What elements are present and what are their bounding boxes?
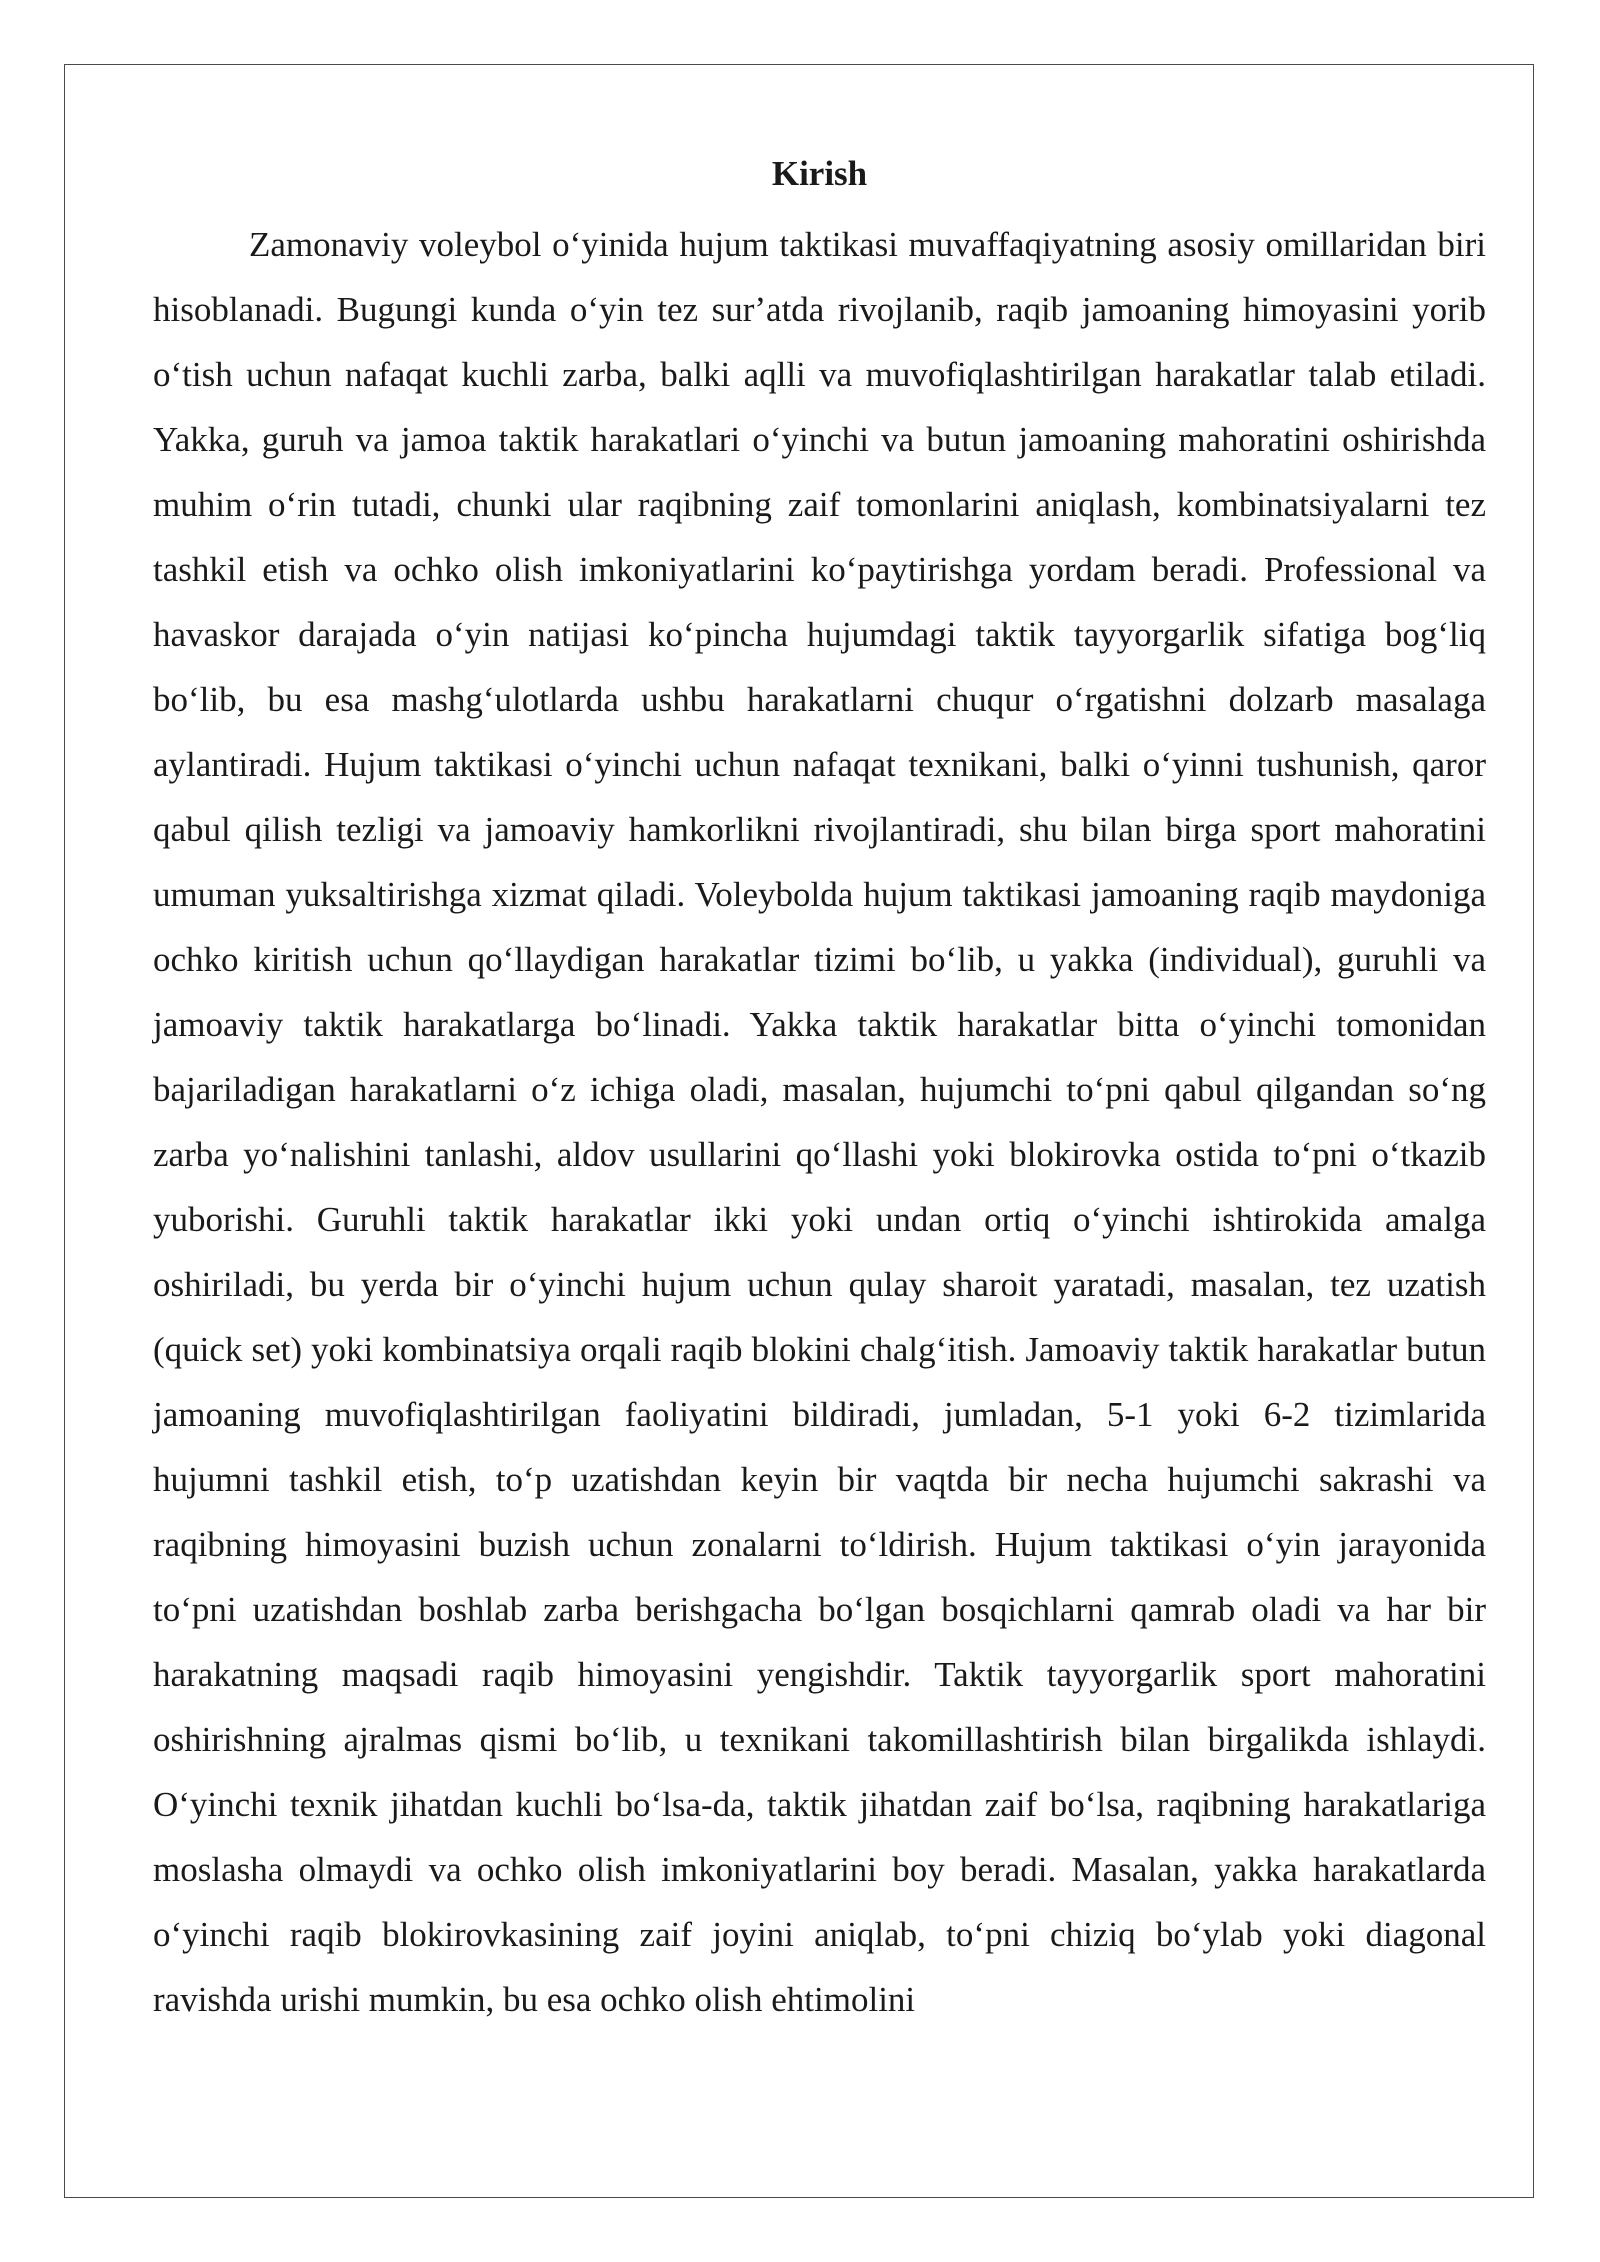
body-paragraph: Zamonaviy voleybol oʻyinida hujum taktikasi muvaffaqiyatning asosiy omillaridan biri hisoblanadi. Bugungi kunda oʻyin tez surʼatda rivojlanib, raqib jamoaning himoyasini yorib oʻtish uchun nafaqat kuchli zarba, balki aqlli va muvofiqlashtirilgan harakatlar talab etiladi. Yakka, guruh va jamoa taktik harakatlari oʻyinchi va butun jamoaning mahoratini oshirishda muhim oʻrin tutadi, chunki ular raqibning zaif tomonlarini aniqlash, kombinatsiyalarni tez tashkil etish va ochko olish imkoniyatlarini koʻpaytirishga yordam beradi. Professional va havaskor darajada oʻyin natijasi koʻpincha hujumdagi taktik tayyorgarlik sifatiga bogʻliq boʻlib, bu esa mashgʻulotlarda ushbu harakatlarni chuqur oʻrgatishni dolzarb masalaga aylantiradi. Hujum taktikasi oʻyinchi uchun nafaqat texnikani, balki oʻyinni tushunish, qaror qabul qilish tezligi va jamoaviy hamkorlikni rivojlantiradi, shu bilan birga sport mahoratini umuman yuksaltirishga xizmat qiladi. Voleybolda hujum taktikasi jamoaning raqib maydoniga ochko kiritish uchun qoʻllaydigan harakatlar tizimi boʻlib, u yakka (individual), guruhli va jamoaviy taktik harakatlarga boʻlinadi. Yakka taktik harakatlar bitta oʻyinchi tomonidan bajariladigan harakatlarni oʻz ichiga oladi, masalan, hujumchi toʻpni qabul qilgandan soʻng zarba yoʻnalishini tanlashi, aldov usullarini qoʻllashi yoki blokirovka ostida toʻpni oʻtkazib yuborishi. Guruhli taktik harakatlar ikki yoki undan ortiq oʻyinchi ishtirokida amalga oshiriladi, bu yerda bir oʻyinchi hujum uchun qulay sharoit yaratadi, masalan, tez uzatish (quick set) yoki kombinatsiya orqali raqib blokini chalgʻitish. Jamoaviy taktik harakatlar butun jamoaning muvofiqlashtirilgan faoliyatini bildiradi, jumladan, 5-1 yoki 6-2 tizimlarida hujumni tashkil etish, toʻp uzatishdan keyin bir vaqtda bir necha hujumchi sakrashi va raqibning himoyasini buzish uchun zonalarni toʻldirish. Hujum taktikasi oʻyin jarayonida toʻpni uzatishdan boshlab zarba berishgacha boʻlgan bosqichlarni qamrab oladi va har bir harakatning maqsadi raqib himoyasini yengishdir. Taktik tayyorgarlik sport mahoratini oshirishning ajralmas qismi boʻlib, u texnikani takomillashtirish bilan birgalikda ishlaydi. Oʻyinchi texnik jihatdan kuchli boʻlsa-da, taktik jihatdan zaif boʻlsa, raqibning harakatlariga moslasha olmaydi va ochko olish imkoniyatlarini boy beradi. Masalan, yakka harakatlarda oʻyinchi raqib blokirovkasining zaif joyini aniqlab, toʻpni chiziq boʻylab yoki diagonal ravishda urishi mumkin, bu esa ochko olish ehtimolini xyxy=(153,225,1486,2019)
document-title: Kirish xyxy=(771,154,868,193)
document-content xyxy=(153,148,1486,2032)
